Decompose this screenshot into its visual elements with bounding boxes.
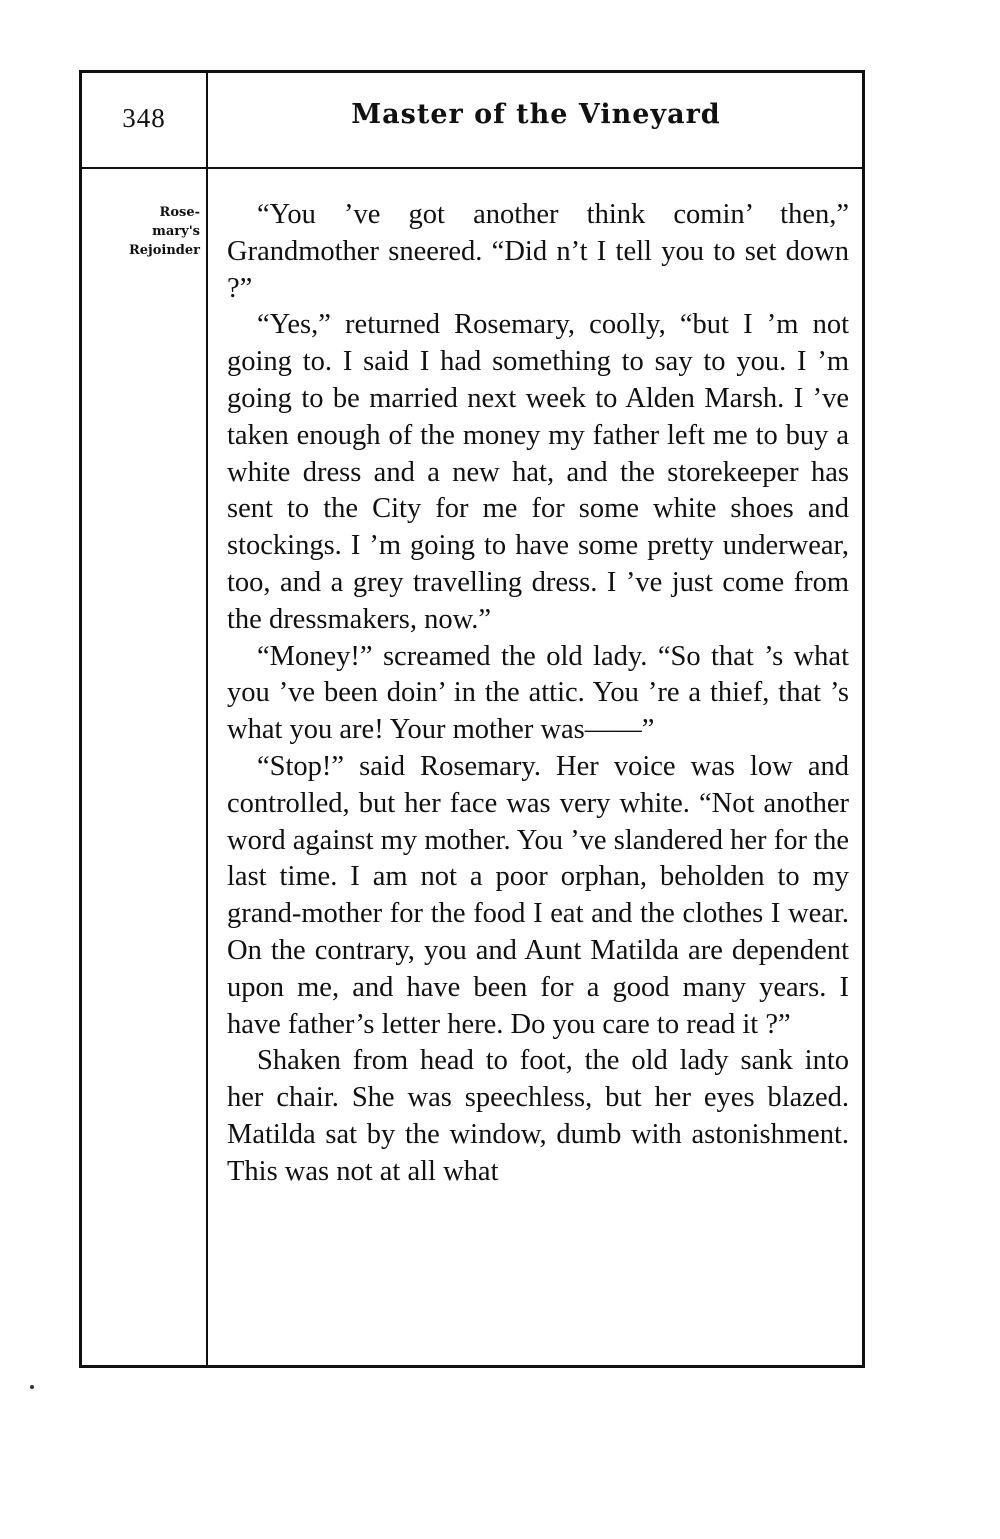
paragraph: Shaken from head to foot, the old lady sank into her chair. She was speechless, but her eyes blazed. Matilda sat by the window, dumb with astonishment. This was not at all what xyxy=(227,1045,849,1187)
header-rule xyxy=(82,167,862,169)
margin-note-line: Rose- xyxy=(159,205,200,220)
paragraph: “You ’ve got another think comin’ then,” Grandmother sneered. “Did n’t I tell you to set down ?” xyxy=(227,199,849,304)
paragraph: “Stop!” said Rosemary. Her voice was low and controlled, but her face was very white. “Not another word against my mother. You ’ve slandered her for the last time. I am not a poor orphan, beholden to my grand-mother for the food I eat and the clothes I wear. On the contrary, you and Aunt Matilda are dependent upon me, and have been for a good many years. I have father’s letter here. Do you care to read it ?” xyxy=(227,750,849,1040)
page-frame xyxy=(79,70,865,1368)
margin-note xyxy=(86,203,202,260)
page-number: 348 xyxy=(122,103,166,133)
ink-speck xyxy=(30,1385,34,1389)
body-text xyxy=(227,197,849,1191)
margin-divider xyxy=(206,73,208,1365)
running-title: Master of the Vineyard xyxy=(351,99,721,130)
margin-note-line: Rejoinder xyxy=(128,243,200,258)
paragraph: “Yes,” returned Rosemary, coolly, “but I ’m not going to. I said I had something to say to you. I ’m going to be married next week to Alden Marsh. I ’ve taken enough of the money my father left me to buy a white dress and a new hat, and the storekeeper has sent to the City for me for some white shoes and stockings. I ’m going to have some pretty underwear, too, and a grey travelling dress. I ’ve just come from the dressmakers, now.” xyxy=(227,309,849,635)
paragraph: “Money!” screamed the old lady. “So that ’s what you ’ve been doin’ in the attic. You ’re a thief, that ’s what you are! Your mother was——” xyxy=(227,640,849,746)
margin-note-line: mary's xyxy=(152,224,200,239)
